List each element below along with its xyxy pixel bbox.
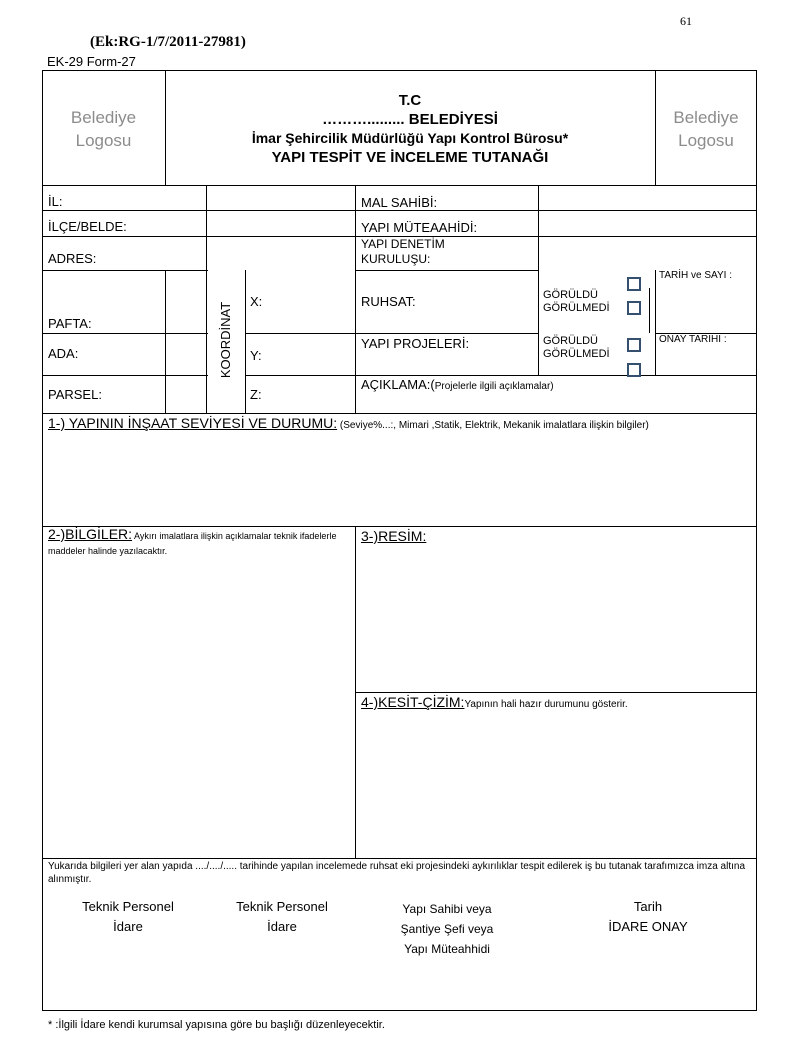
footnote: * :İlgili İdare kendi kurumsal yapısına göre bu başlığı düzenleyecektir. xyxy=(48,1019,385,1031)
signature-block-4: Tarih İDARE ONAY xyxy=(608,899,688,934)
muteahhit-label: YAPI MÜTEAAHİDİ: xyxy=(361,220,478,235)
regulation-reference: (Ek:RG-1/7/2011-27981) xyxy=(90,34,246,50)
signature-block-3: Yapı Sahibi veya Şantiye Şefi veya Yapı Müteahhidi xyxy=(400,902,494,956)
signature-block-1: Teknik Personel İdare xyxy=(82,899,174,934)
il-label: İL: xyxy=(48,194,63,209)
form-id: EK-29 Form-27 xyxy=(47,54,136,69)
projeler-goruldu-checkbox[interactable] xyxy=(627,338,641,352)
page-number: 61 xyxy=(680,14,692,28)
section-3-heading: 3-)RESİM: xyxy=(361,528,427,544)
ada-label: ADA: xyxy=(48,346,79,361)
y-label: Y: xyxy=(250,348,262,363)
section-2-heading: 2-)BİLGİLER: Aykırı imalatlara ilişkin açıklamalar teknik ifadelerle maddeler halinde yazılacaktır. xyxy=(48,526,337,556)
projeler-goruldu-label: GÖRÜLDÜ xyxy=(543,335,599,347)
header-title-block xyxy=(165,91,655,167)
ruhsat-gorulmedi-label: GÖRÜLMEDİ xyxy=(543,302,610,314)
tc-label: T.C xyxy=(398,92,422,109)
statement-text: Yukarıda bilgileri yer alan yapıda ..../..../..... tarihinde yapılan incelemede ruhsat eki projesindeki aykırılıklar tespit edilerek iş bu tutanak tarafımızca imza altına alınmıştır. xyxy=(48,861,746,885)
aciklama-label: AÇIKLAMA:(Projelerle ilgili açıklamalar) xyxy=(361,377,554,392)
logo-left: Belediye Logosu xyxy=(70,108,137,150)
ruhsat-goruldu-label: GÖRÜLDÜ xyxy=(543,289,599,301)
onay-tarihi-label: ONAY TARİHİ : xyxy=(659,334,727,345)
ilce-label: İLÇE/BELDE: xyxy=(48,219,127,234)
logo-right: Belediye Logosu xyxy=(673,108,739,150)
page-title: YAPI TESPİT VE İNCELEME TUTANAĞI xyxy=(271,149,549,166)
parsel-label: PARSEL: xyxy=(48,387,102,402)
projeler-gorulmedi-checkbox[interactable] xyxy=(627,363,641,377)
projeler-gorulmedi-label: GÖRÜLMEDİ xyxy=(543,348,610,360)
ruhsat-gorulmedi-checkbox[interactable] xyxy=(627,301,641,315)
signature-block-2: Teknik Personel İdare xyxy=(236,899,328,934)
pafta-label: PAFTA: xyxy=(48,316,92,331)
x-label: X: xyxy=(250,294,263,309)
adres-label: ADRES: xyxy=(48,251,97,266)
section-4-heading: 4-)KESİT-ÇİZİM:Yapının hali hazır durumunu gösterir. xyxy=(361,694,628,710)
belediye-label: ………......... BELEDİYESİ xyxy=(322,111,498,128)
ruhsat-label: RUHSAT: xyxy=(361,294,416,309)
denetim-label: YAPI DENETİM KURULUŞU: xyxy=(361,237,445,266)
tarih-sayi-label: TARİH ve SAYI : xyxy=(659,270,732,281)
section-1-heading: 1-) YAPININ İNŞAAT SEVİYESİ VE DURUMU: (Seviye%...:, Mimari ,Statik, Elektrik, Mekanik imalatlara ilişkin bilgiler) xyxy=(48,415,649,431)
projeler-label: YAPI PROJELERİ: xyxy=(361,336,470,351)
mal-sahibi-label: MAL SAHİBİ: xyxy=(361,195,438,210)
koordinat-label: KOORDİNAT xyxy=(218,301,233,379)
z-label: Z: xyxy=(250,387,262,402)
mudurluk-label: İmar Şehircilik Müdürlüğü Yapı Kontrol Bürosu* xyxy=(251,130,569,146)
ruhsat-goruldu-checkbox[interactable] xyxy=(627,277,641,291)
